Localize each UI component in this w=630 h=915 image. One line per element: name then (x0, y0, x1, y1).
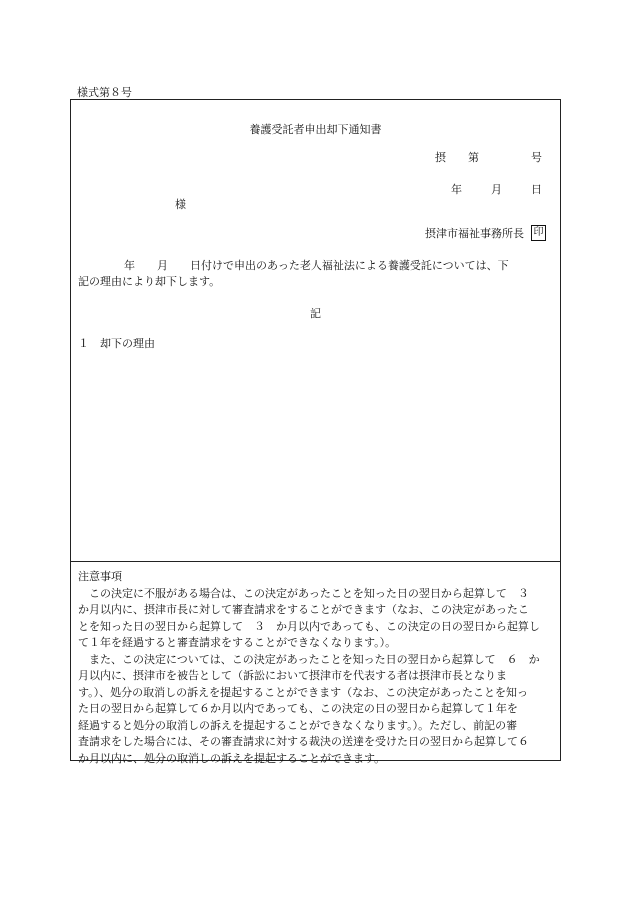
notice-body-section (71, 100, 560, 562)
doc-number-go: 号 (531, 151, 542, 164)
notice-text-line-1: 年 月 日付けで申出のあった老人福祉法による養護受託については、下 (124, 259, 509, 272)
notes-line: また、この決定については、この決定があったことを知った日の翌日から起算して ６ か (78, 652, 540, 666)
notice-form (70, 99, 561, 765)
notes-heading: 注意事項 (78, 570, 122, 583)
notes-line: 査請求をした場合には、その審査請求に対する裁決の送達を受けた日の翌日から起算して６ (78, 735, 529, 748)
issuer-name: 摂津市福祉事務所長 (425, 227, 524, 240)
issue-date (451, 181, 542, 197)
notes-line: 経過すると処分の取消しの訴えを提起することができなくなります。）。ただし、前記の審 (78, 718, 518, 732)
date-year: 年 (451, 183, 462, 196)
notes-line: とを知った日の翌日から起算して ３ か月以内であっても、この決定の日の翌日から起算し (78, 619, 540, 633)
date-month: 月 (491, 183, 502, 196)
form-number: 様式第８号 (77, 86, 132, 99)
date-day: 日 (531, 183, 542, 196)
addressee-honorific: 様 (175, 198, 186, 211)
ki-heading: 記 (310, 307, 321, 320)
document-number (435, 149, 542, 165)
notes-line: て１年を経過すると審査請求をすることができなくなります。）。 (78, 636, 397, 649)
notes-line: か月以内に、摂津市長に対して審査請求をすることができます（なお、この決定があったこ (78, 603, 529, 616)
notes-section (78, 569, 556, 767)
issuer (425, 225, 546, 241)
seal-mark: 印 (531, 225, 546, 241)
notice-text-line-2: 記の理由により却下します。 (78, 275, 221, 288)
notes-line: す。）、処分の取消しの訴えを提起することができます（なお、この決定があったことを知っ (78, 685, 529, 699)
doc-number-dai: 第 (468, 151, 479, 164)
document-title: 養護受託者申出却下通知書 (249, 123, 382, 136)
reason-heading: １ 却下の理由 (78, 337, 155, 350)
notes-line: た日の翌日から起算して６か月以内であっても、この決定の日の翌日から起算して１年を (78, 702, 518, 715)
doc-number-prefix: 摂 (435, 151, 446, 164)
notes-line: か月以内に、処分の取消しの訴えを提起することができます。 (78, 751, 386, 765)
notes-line: この決定に不服がある場合は、この決定があったことを知った日の翌日から起算して ３ (78, 586, 529, 600)
notes-line: 月以内に、摂津市を被告として（訴訟において摂津市を代表する者は摂津市長となりま (78, 669, 507, 682)
